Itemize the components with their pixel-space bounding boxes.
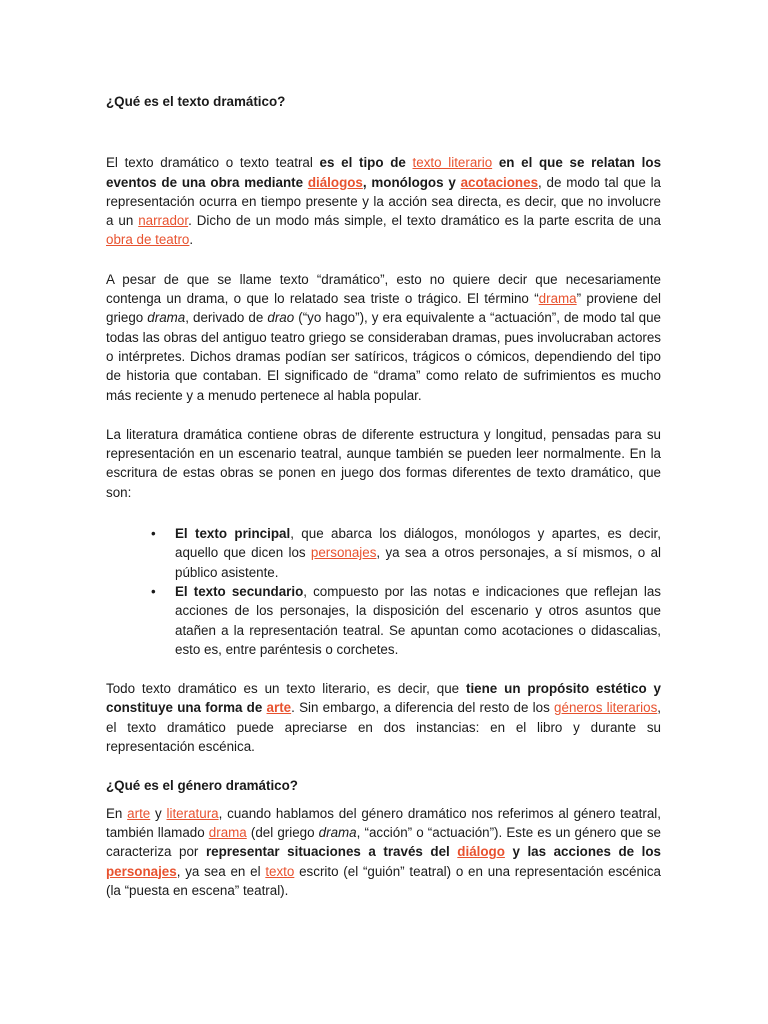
paragraph-genre: [106, 804, 661, 900]
link-drama[interactable]: drama: [538, 291, 577, 307]
text-run: , cuando hablamos del género dramático nos referimos al género teatral, también llamado: [106, 805, 661, 840]
text-run: A pesar de que se llame texto “dramático”, esto no quiere decir que necesariamente contenga un drama, o que lo relatado sea triste o trágico. El término “: [106, 271, 661, 307]
link-narrador[interactable]: narrador: [138, 213, 189, 229]
italic-run: drama: [318, 824, 357, 840]
bold-run: es el tipo de: [319, 155, 413, 171]
bold-run: representar situaciones a través del: [205, 844, 458, 860]
paragraph-etymology: [106, 270, 661, 405]
list-item: [106, 524, 661, 582]
bold-run: en el que se relatan los eventos de una obra mediante: [106, 155, 662, 190]
italic-run: drama: [147, 310, 186, 326]
text-run: (del griego: [246, 824, 319, 840]
document-page: [106, 92, 661, 900]
link-dialogos[interactable]: diálogos: [307, 174, 363, 190]
text-run: escrito (el “guión” teatral) o en una representación escénica (la “puesta en escena” teatral).: [106, 863, 662, 898]
text-run: , ya sea a otros personajes, a sí mismos, o al público asistente.: [175, 545, 661, 580]
link-obra-de-teatro[interactable]: obra de teatro: [106, 232, 190, 248]
text-run: y: [150, 805, 167, 821]
text-run: .: [189, 232, 194, 248]
text-run: , compuesto por las notas e indicaciones que reflejan las acciones de los personajes, la disposición del escenario y otros asuntos que atañen a la representación teatral. Se apuntan como acotaciones o didascalias, esto es, entre paréntesis o corchetes.: [175, 583, 662, 657]
text-run: , “acción” o “actuación”). Este es un género que se caracteriza por: [106, 824, 661, 860]
link-texto-literario[interactable]: texto literario: [412, 155, 493, 171]
section-title-genero-dramatico: ¿Qué es el género dramático?: [106, 778, 298, 794]
link-dialogo[interactable]: diálogo: [457, 844, 505, 860]
paragraph-structure: La literatura dramática contiene obras de diferente estructura y longitud, pensadas para su representación en un escenario teatral, aunque también se pueden leer normalmente. En la escritura de estas obras se ponen en juego dos formas diferentes de texto dramático, que son:: [106, 426, 661, 500]
text-run: (“yo hago”), y era equivalente a “actuación”, de modo tal que todas las obras del antiguo teatro griego se consideraban dramas, pues involucraban actores o intérpretes. Dichos dramas podían ser satíricos, trágicos o cómicos, dependiendo del tipo de historia que contaban. El significado de “drama” como relato de sufrimientos es mucho más reciente y a menudo pertenece al habla popular.: [106, 310, 661, 403]
text-run: , ya sea en el: [176, 863, 266, 879]
italic-run: drao: [267, 310, 295, 326]
link-generos-literarios[interactable]: géneros literarios: [554, 700, 658, 716]
text-run: . Dicho de un modo más simple, el texto dramático es la parte escrita de una: [188, 213, 661, 229]
text-run: . Sin embargo, a diferencia del resto de los: [291, 700, 555, 716]
bullet-list: [106, 524, 661, 659]
bold-run: y las acciones de los: [504, 844, 661, 860]
link-personajes[interactable]: personajes: [310, 545, 377, 561]
bold-run: El texto secundario: [175, 583, 304, 599]
bold-run: , monólogos y: [362, 174, 461, 190]
bold-run: El texto principal: [175, 526, 291, 542]
text-run: , que abarca los diálogos, monólogos y apartes, es decir, aquello que dicen los: [175, 526, 662, 561]
link-drama-2[interactable]: drama: [208, 824, 247, 840]
text-run: Todo texto dramático es un texto literario, es decir, que: [106, 681, 466, 697]
link-personajes-2[interactable]: personajes: [106, 863, 177, 879]
list-item: [106, 582, 661, 659]
link-texto[interactable]: texto: [265, 863, 295, 879]
text-run: En: [106, 805, 128, 821]
section-title-texto-dramatico: ¿Qué es el texto dramático?: [106, 94, 286, 109]
link-acotaciones[interactable]: acotaciones: [460, 174, 539, 190]
paragraph-definition: [106, 153, 661, 249]
bullet-icon: •: [151, 583, 156, 599]
text-run: El texto dramático o texto teatral: [106, 155, 320, 171]
text-run: , derivado de: [185, 310, 268, 326]
bullet-icon: •: [151, 526, 156, 542]
text-run: ” proviene del griego: [106, 291, 661, 326]
text-run: , de modo tal que la representación ocurra en tiempo presente y la acción sea directa, es decir, que no involucre a un: [106, 174, 662, 229]
paragraph-aesthetic: [106, 679, 661, 756]
text-run: , el texto dramático puede apreciarse en dos instancias: en el libro y durante su representación escénica.: [106, 700, 662, 755]
link-arte[interactable]: arte: [266, 700, 292, 716]
link-literatura[interactable]: literatura: [166, 805, 219, 821]
bold-run: tiene un propósito estético y constituye una forma de: [106, 681, 661, 716]
link-arte-2[interactable]: arte: [127, 805, 151, 821]
